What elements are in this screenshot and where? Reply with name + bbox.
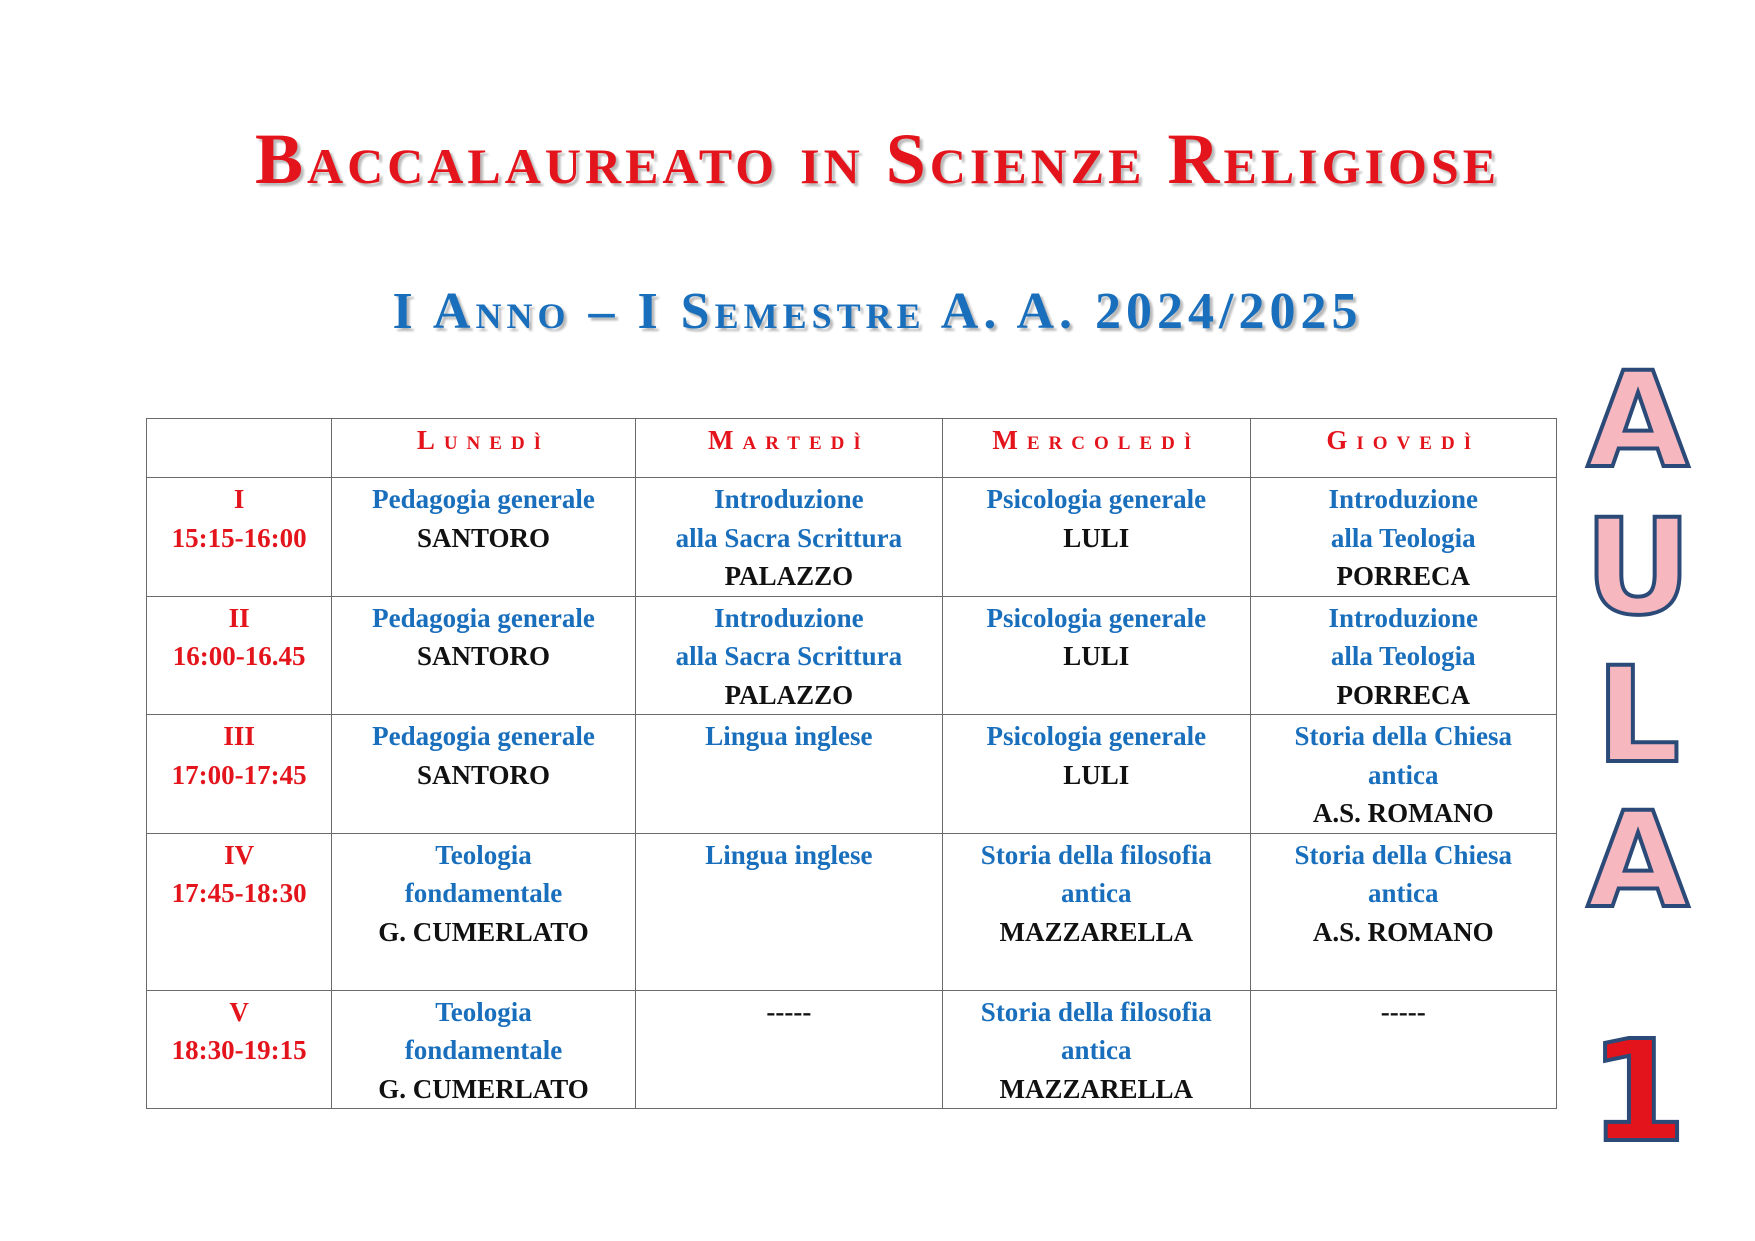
schedule-cell (332, 596, 635, 715)
course-name: Psicologia generale (986, 484, 1207, 514)
course-name: Pedagogia generale (372, 602, 595, 633)
course-name: Psicologia generale (986, 602, 1207, 633)
schedule-cell (332, 715, 635, 834)
slot-number: II (228, 602, 250, 633)
schedule-cell (635, 596, 942, 715)
schedule-cell (1250, 596, 1556, 715)
course-name: alla Teologia (1330, 522, 1476, 553)
schedule-cell (943, 478, 1250, 597)
professor-name: LULI (1063, 641, 1130, 671)
course-name: Pedagogia generale (372, 721, 595, 751)
schedule-cell (635, 833, 942, 990)
slot-time: 15:15-16:00 (171, 522, 307, 553)
course-name: Teologia (435, 996, 532, 1027)
time-slot-cell (147, 833, 332, 990)
course-name: fondamentale (404, 878, 563, 908)
day-header-giovedi: Giovedì (1250, 419, 1556, 478)
aula-letter: A (1586, 344, 1690, 498)
table-row (147, 833, 1557, 990)
schedule-cell (1250, 833, 1556, 990)
schedule-cell (635, 990, 942, 1109)
professor-name: A.S. ROMANO (1312, 798, 1494, 828)
slot-time: 16:00-16.45 (172, 641, 306, 671)
table-row (147, 596, 1557, 715)
time-slot-cell (147, 478, 332, 597)
course-name: Introduzione (1328, 484, 1479, 514)
professor-name: A.S. ROMANO (1312, 916, 1494, 947)
schedule-cell (635, 715, 942, 834)
course-name: antica (1061, 878, 1132, 908)
professor-name: PORRECA (1336, 561, 1470, 591)
professor-name: G. CUMERLATO (378, 1073, 589, 1104)
time-slot-cell (147, 596, 332, 715)
schedule-cell (1250, 715, 1556, 834)
professor-name: G. CUMERLATO (378, 916, 589, 947)
corner-cell (147, 419, 332, 478)
course-name: Storia della Chiesa (1294, 721, 1513, 751)
course-name: Storia della Chiesa (1294, 839, 1513, 870)
course-name: Introduzione (714, 484, 864, 514)
page-subtitle: I Anno – I Semestre A. A. 2024/2025 (392, 283, 1363, 340)
slot-number: IV (224, 839, 255, 870)
course-name: Introduzione (1328, 602, 1479, 633)
slot-time: 17:00-17:45 (171, 759, 307, 790)
empty-slot-dash: ----- (766, 996, 812, 1027)
empty-slot-dash: ----- (1380, 996, 1426, 1027)
professor-name: PALAZZO (724, 561, 854, 591)
professor-name: LULI (1063, 759, 1130, 790)
slot-number: V (229, 996, 249, 1027)
professor-name: MAZZARELLA (999, 1073, 1194, 1104)
course-name: Storia della filosofia (980, 996, 1212, 1027)
day-header-martedi: Martedì (635, 419, 942, 478)
schedule-cell (332, 833, 635, 990)
schedule-cell (1250, 478, 1556, 597)
table-row (147, 990, 1557, 1109)
slot-number: I (233, 484, 245, 514)
professor-name: LULI (1063, 522, 1130, 553)
course-name: Storia della filosofia (980, 839, 1212, 870)
professor-name: SANTORO (416, 522, 550, 553)
table-row (147, 715, 1557, 834)
course-name: Lingua inglese (705, 721, 873, 751)
course-name: alla Teologia (1330, 641, 1476, 671)
schedule-cell (943, 990, 1250, 1109)
course-name: Introduzione (714, 602, 864, 633)
professor-name: PALAZZO (724, 679, 854, 710)
aula-letter: A (1586, 784, 1690, 938)
aula-letter: U (1584, 491, 1692, 645)
course-name: alla Sacra Scrittura (675, 522, 903, 553)
page-title: Baccalaureato in Scienze Religiose (254, 119, 1501, 199)
schedule-cell (332, 990, 635, 1109)
course-name: Psicologia generale (986, 721, 1207, 751)
day-header-lunedi: Lunedì (332, 419, 635, 478)
schedule-cell (1250, 990, 1556, 1109)
day-header-mercoledi: Mercoledì (943, 419, 1250, 478)
schedule-cell (943, 596, 1250, 715)
slot-time: 18:30-19:15 (171, 1035, 307, 1065)
course-name: antica (1368, 759, 1439, 790)
table-row (147, 478, 1557, 597)
slot-number: III (223, 721, 255, 751)
aula-number: 1 (1589, 1011, 1687, 1174)
aula-letter: L (1595, 639, 1681, 793)
professor-name: MAZZARELLA (999, 916, 1194, 947)
course-name: antica (1368, 878, 1439, 908)
time-slot-cell (147, 990, 332, 1109)
course-name: alla Sacra Scrittura (675, 641, 903, 671)
professor-name: PORRECA (1336, 679, 1470, 710)
course-name: antica (1061, 1035, 1132, 1065)
course-name: Teologia (435, 839, 532, 870)
course-name: fondamentale (404, 1035, 563, 1065)
professor-name: SANTORO (416, 759, 550, 790)
schedule-cell (332, 478, 635, 597)
course-name: Pedagogia generale (372, 484, 595, 514)
schedule-cell (943, 833, 1250, 990)
schedule-cell (635, 478, 942, 597)
slot-time: 17:45-18:30 (171, 878, 307, 908)
schedule-cell (943, 715, 1250, 834)
schedule-table (146, 418, 1557, 1109)
table-header-row (147, 419, 1557, 478)
time-slot-cell (147, 715, 332, 834)
course-name: Lingua inglese (705, 839, 873, 870)
professor-name: SANTORO (416, 641, 550, 671)
